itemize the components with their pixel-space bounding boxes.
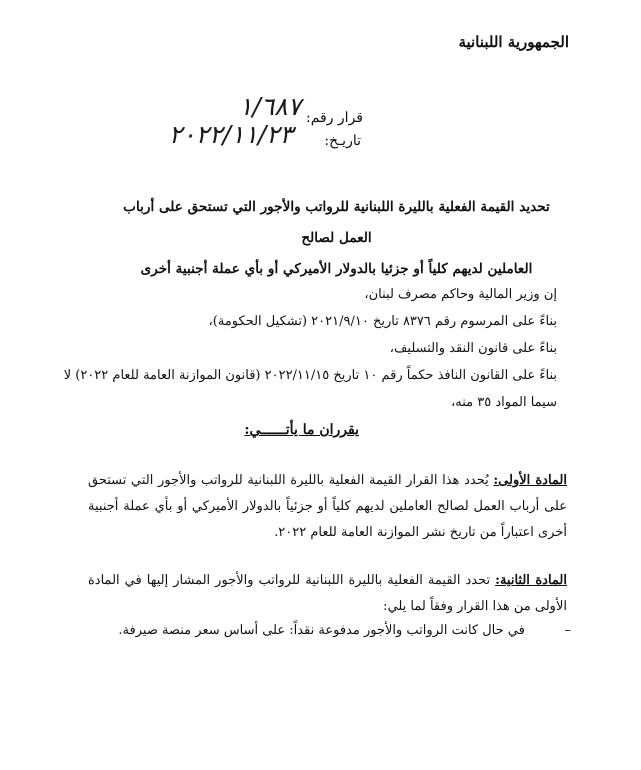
republic-header: الجمهورية اللبنانية [458, 33, 569, 51]
decision-number-handwritten: ١/٦٨٧ [238, 92, 301, 121]
article-1 [88, 468, 567, 546]
preamble-line-3: بناءً على قانون النقد والتسليف، [389, 341, 557, 356]
title-line-1: تحديد القيمة الفعلية بالليرة اللبنانية للرواتب والأجور التي تستحق على أرباب العمل لصالح [123, 199, 550, 246]
article-2-body: تحدد القيمة الفعلية بالليرة اللبنانية للرواتب والأجور المشار إليها في المادة الأولى من هذا القرار وفقاً لما يلي: [88, 573, 567, 614]
preamble-line-5: سيما المواد ٣٥ منه، [451, 395, 557, 410]
article-2-title: المادة الثانية: [495, 573, 567, 588]
preamble-line-4: بناءً على القانون النافذ حكماً رقم ١٠ تاريخ ٢٠٢٢/١١/١٥ (قانون الموازنة العامة للعام ٢٠٢٢) لا [63, 368, 557, 383]
preamble-line-2: بناءً على المرسوم رقم ٨٣٧٦ تاريخ ٢٠٢١/٩/١٠ (تشكيل الحكومة)، [208, 314, 557, 329]
preamble [63, 281, 557, 416]
decision-date-handwritten: ٢٠٢٢/١١/٢٣ [168, 120, 293, 149]
preamble-line-1: إن وزير المالية وحاكم مصرف لبنان، [364, 287, 557, 302]
article-1-title: المادة الأولى: [493, 473, 567, 488]
bullet-dash: – [564, 623, 571, 638]
article-2 [88, 568, 567, 620]
decision-title [106, 192, 567, 285]
bullet-text: في حال كانت الرواتب والأجور مدفوعة نقداً: على أساس سعر منصة صيرفة. [118, 623, 525, 638]
bullet-item [118, 623, 571, 638]
decision-date-label: تاريـخ: [324, 133, 361, 149]
decide-heading: يقرران ما يأتــــــي: [244, 422, 359, 438]
decision-number-label: قرار رقم: [305, 110, 363, 126]
article-1-body: يُحدد هذا القرار القيمة الفعلية بالليرة اللبنانية للرواتب والأجور التي تستحق على أرباب العمل لصالح العاملين لديهم كلياً أو جزئياً بالدولار الأميركي أو بأي عملة أجنبية أخرى اعتباراً من تاريخ نشر الموازنة العامة للعام ٢٠٢٢. [88, 473, 567, 540]
title-line-2: العاملين لديهم كلياً أو جزئيا بالدولار الأميركي أو بأي عملة أجنبية أخرى [140, 261, 533, 277]
